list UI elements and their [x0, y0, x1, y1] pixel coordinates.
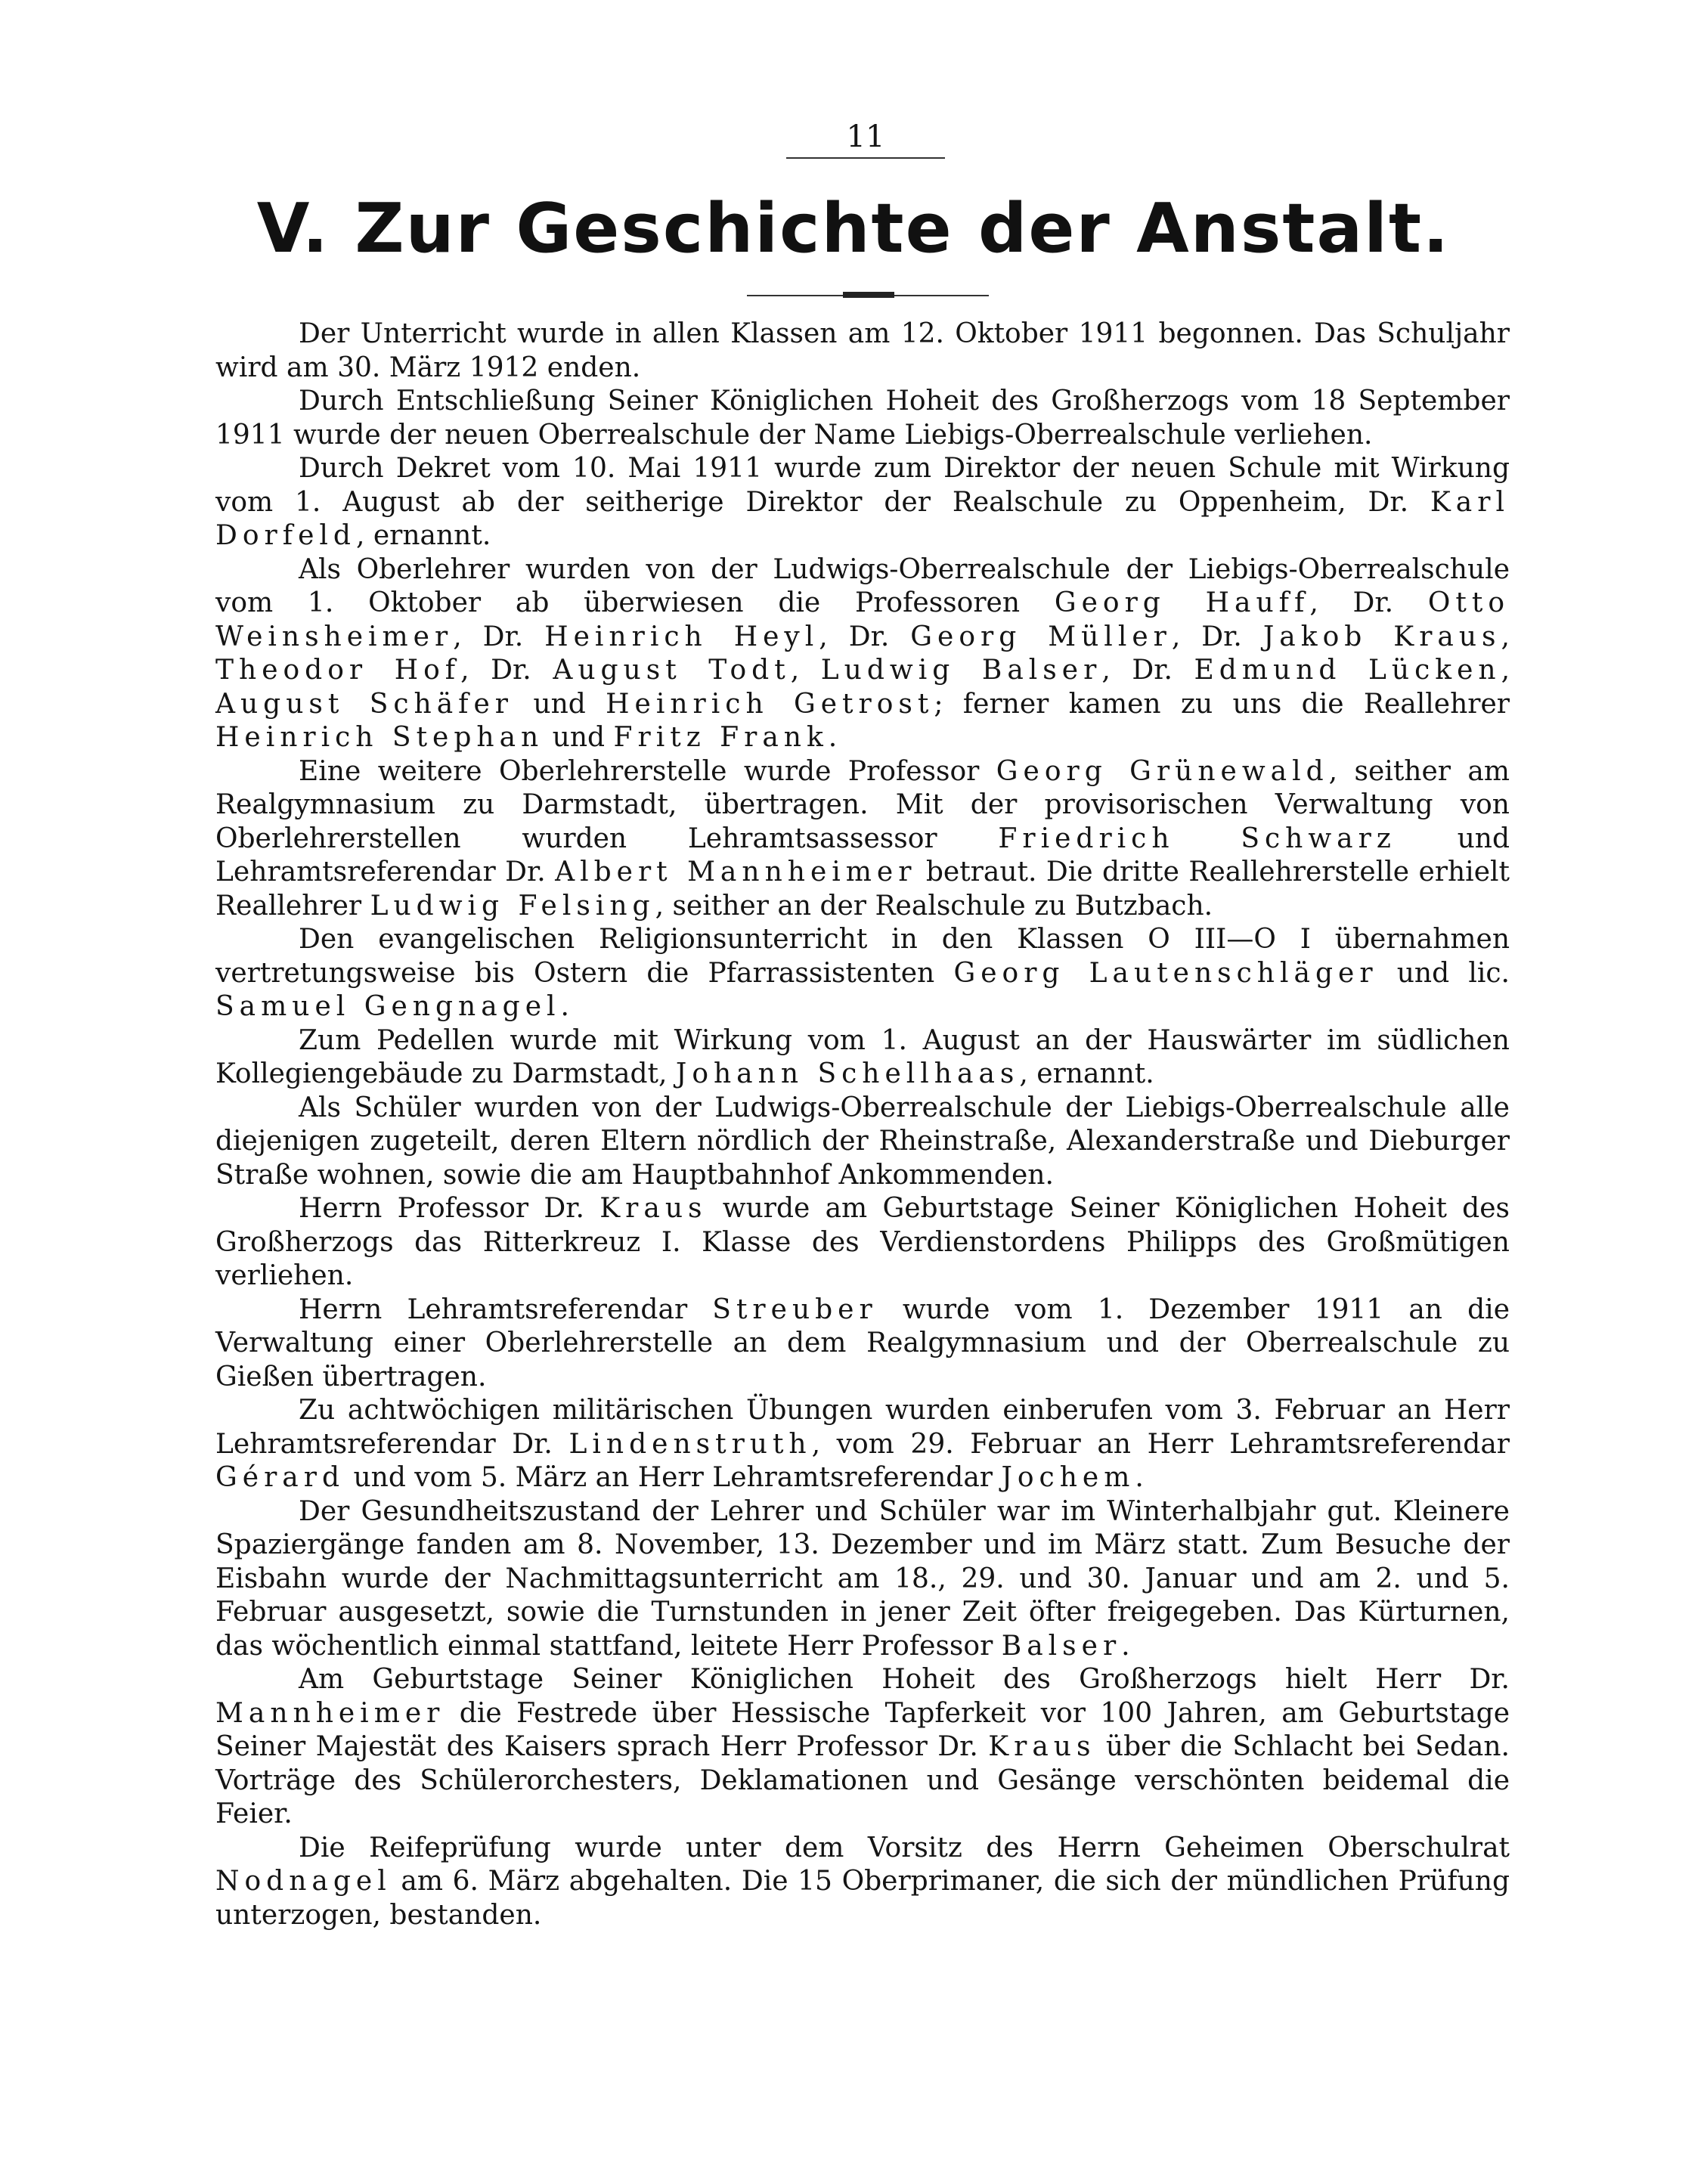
person-name: Gérard [215, 1462, 345, 1493]
paragraph-12 [215, 1495, 1510, 1664]
person-name: Kraus [988, 1731, 1096, 1762]
text-run: und [544, 722, 614, 753]
paragraph-4 [215, 553, 1510, 755]
person-name: Georg Grünewald [996, 755, 1329, 787]
text-run: Durch Dekret vom 10. Mai 1911 wurde zum Direktor der neuen Schule mit Wirkung vom 1. August ab der seitherige Direktor der Realschule zu Oppenheim, Dr. [215, 453, 1510, 518]
text-run: , ernannt. [1019, 1058, 1154, 1089]
person-name: Otto Weinsheimer [215, 587, 1510, 652]
text-run: , Dr. [1101, 655, 1194, 686]
person-name: Lindenstruth [568, 1428, 812, 1460]
paragraph-1: Der Unterricht wurde in allen Klassen am 12. Oktober 1911 begonnen. Das Schuljahr wird am 30. März 1912 enden. [215, 318, 1510, 383]
text-run: wurde vom 1. Dezember 1911 an die Verwaltung einer Oberlehrerstelle an dem Realgymnasium und der Oberrealschule zu Gießen übertragen. [215, 1293, 1510, 1392]
person-name: Nodnagel [215, 1866, 392, 1897]
person-name: Kraus [599, 1193, 708, 1224]
person-name: Georg Lautenschläger [953, 957, 1378, 989]
text-run: Zum Pedellen wurde mit Wirkung vom 1. August an der Hauswärter im südlichen Kollegiengebäude zu Darmstadt, [215, 1024, 1510, 1089]
text-run: und lic. [1377, 957, 1510, 989]
paragraph-3 [215, 452, 1510, 553]
text-run: wurde am Geburtstage Seiner Königlichen Hoheit des Großherzogs das Ritterkreuz I. Klasse des Verdienstordens Philipps des Großmütigen verliehen. [215, 1193, 1510, 1291]
page-number: 11 [786, 119, 945, 159]
text-run: die Festrede über Hessische Tapferkeit vor 100 Jahren, am Geburtstage Seiner Majestät des Kaisers sprach Herr Professor Dr. [215, 1697, 1510, 1762]
text-run: . [1121, 1630, 1130, 1662]
title-divider-ornament [843, 292, 894, 298]
text-run: Herrn Professor Dr. [299, 1193, 600, 1224]
text-run: Als Oberlehrer wurden von der Ludwigs-Oberrealschule der Liebigs-Oberrealschule vom 1. Oktober ab überwiesen die Professoren [215, 553, 1510, 618]
text-run: , [1501, 621, 1510, 652]
text-run: , Dr. [453, 621, 545, 652]
paragraph-11 [215, 1394, 1510, 1495]
text-run: . [560, 991, 569, 1022]
person-name: Johann Schellhaas [675, 1058, 1020, 1089]
text-run: und Lehramtsreferendar Dr. [215, 822, 1510, 888]
text-run: Eine weitere Oberlehrerstelle wurde Professor [299, 755, 996, 787]
text-run: , Dr. [460, 655, 553, 686]
person-name: Samuel Gengnagel [215, 991, 561, 1022]
paragraph-9 [215, 1192, 1510, 1293]
person-name: August Todt [553, 655, 791, 686]
text-run: . [1135, 1462, 1144, 1493]
text-run: Den evangelischen Religionsunterricht in den Klassen O III—O I übernahmen vertretungsweise bis Ostern die Pfarrassistenten [215, 924, 1510, 989]
person-name: Ludwig Balser [820, 655, 1102, 686]
text-run: Die Reifeprüfung wurde unter dem Vorsitz des Herrn Geheimen Oberschulrat [299, 1832, 1510, 1863]
text-run: , [1501, 655, 1510, 686]
paragraph-13 [215, 1663, 1510, 1832]
text-run: Der Gesundheitszustand der Lehrer und Schüler war im Winterhalbjahr gut. Kleinere Spaziergänge fanden am 8. November, 13. Dezember und im März statt. Zum Besuche der Eisbahn wurde der Nachmittagsunterricht am 18., 29. und 30. Januar und am 2. und 5. Februar ausgesetzt, sowie die Turnstunden in jener Zeit öfter freigegeben. Das Kürturnen, das wöchentlich einmal stattfand, leitete Herr Professor [215, 1495, 1510, 1662]
person-name: Theodor Hof [215, 655, 461, 686]
person-name: Streuber [712, 1293, 878, 1325]
text-run: und vom 5. März an Herr Lehramtsreferendar [345, 1462, 1002, 1493]
paragraph-7 [215, 1024, 1510, 1092]
person-name: Ludwig Felsing [370, 890, 655, 922]
person-name: Balser [1001, 1630, 1122, 1662]
person-name: Mannheimer [215, 1697, 445, 1729]
text-run: am 6. März abgehalten. Die 15 Oberprimaner, die sich der mündlichen Prüfung unterzogen, bestanden. [215, 1866, 1510, 1931]
person-name: Heinrich Getrost [606, 688, 934, 720]
person-name: Karl Dorfeld [215, 486, 1510, 551]
text-run: über die Schlacht bei Sedan. Vorträge des Schülerorchesters, Deklamationen und Gesänge verschönten beidemal die Feier. [215, 1731, 1510, 1829]
text-run: betraut. Die dritte Reallehrerstelle erhielt Reallehrer [215, 857, 1510, 922]
text-run: , vom 29. Februar an Herr Lehramtsreferendar [811, 1428, 1510, 1460]
text-run: , Dr. [1309, 587, 1428, 618]
body-text [215, 318, 1510, 1932]
text-run: und [513, 688, 606, 720]
person-name: Heinrich Stephan [215, 722, 544, 753]
person-name: Fritz Frank [613, 722, 829, 753]
person-name: Jochem [1001, 1462, 1135, 1493]
text-run: Zu achtwöchigen militärischen Übungen wurden einberufen vom 3. Februar an Herr Lehramtsreferendar Dr. [215, 1395, 1510, 1460]
paragraph-14 [215, 1832, 1510, 1933]
text-run: , [790, 655, 821, 686]
paragraph-5 [215, 755, 1510, 924]
text-run: , Dr. [1171, 621, 1263, 652]
person-name: Edmund Lücken [1194, 655, 1501, 686]
page-title: V. Zur Geschichte der Anstalt. [256, 189, 1451, 268]
paragraph-6 [215, 923, 1510, 1024]
text-run: , ernannt. [355, 520, 491, 551]
text-run: ; ferner kamen zu uns die Reallehrer [934, 688, 1510, 720]
person-name: Georg Hauff [1054, 587, 1310, 618]
text-run: Herrn Lehramtsreferendar [299, 1293, 713, 1325]
person-name: Heinrich Heyl [544, 621, 819, 652]
paragraph-8: Als Schüler wurden von der Ludwigs-Oberrealschule der Liebigs-Oberrealschule alle diejenigen zugeteilt, deren Eltern nördlich der Rheinstraße, Alexanderstraße und Dieburger Straße wohnen, sowie die am Hauptbahnhof Ankommenden. [215, 1092, 1510, 1191]
person-name: Georg Müller [910, 621, 1172, 652]
paragraph-2: Durch Entschließung Seiner Königlichen Hoheit des Großherzogs vom 18 September 1911 wurde der neuen Oberrealschule der Name Liebigs-Oberrealschule verliehen. [215, 386, 1510, 451]
text-run: , Dr. [819, 621, 911, 652]
person-name: Jakob Kraus [1262, 621, 1501, 652]
text-run: , seither am Realgymnasium zu Darmstadt, übertragen. Mit der provisorischen Verwaltung von Oberlehrerstellen wurden Lehramtsassessor [215, 755, 1510, 854]
text-run: . [828, 722, 838, 753]
paragraph-10 [215, 1293, 1510, 1395]
person-name: Albert Mannheimer [555, 857, 917, 888]
text-run: Am Geburtstage Seiner Königlichen Hoheit des Großherzogs hielt Herr Dr. [299, 1664, 1510, 1695]
person-name: August Schäfer [215, 688, 514, 720]
person-name: Friedrich Schwarz [998, 822, 1396, 854]
text-run: , seither an der Realschule zu Butzbach. [655, 890, 1213, 922]
